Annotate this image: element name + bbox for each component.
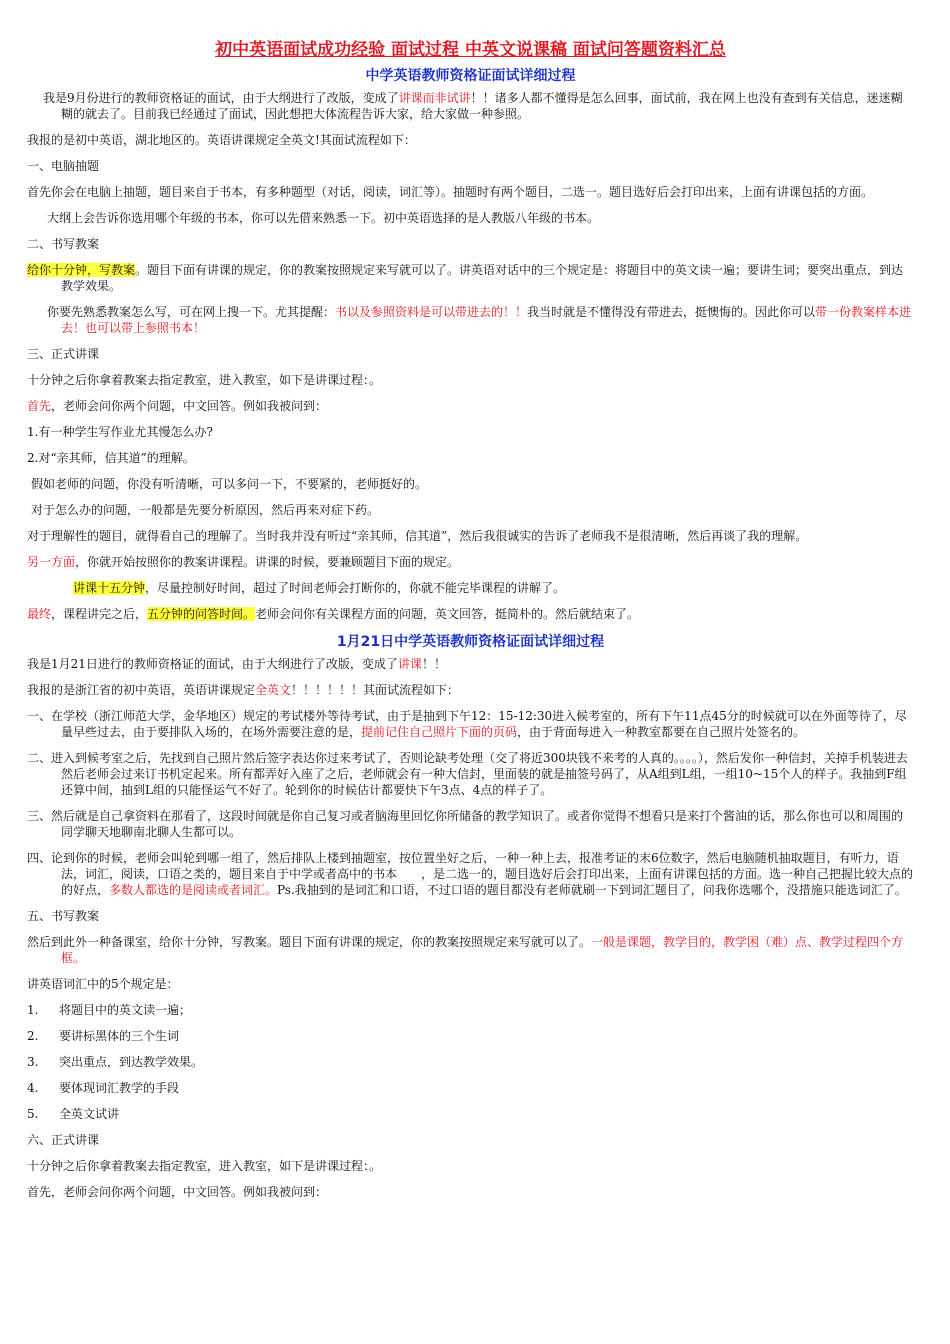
highlight: 讲课十五分钟 <box>73 581 146 595</box>
step-heading: 三、正式讲课 <box>27 347 100 361</box>
paragraph: 大纲上会告诉你选用哪个年级的书本，你可以先借来熟悉一下。初中英语选择的是人教版八年级的书本。 <box>47 211 600 225</box>
paragraph: 我报的是初中英语，湖北地区的。英语讲课规定全英文!其面试流程如下： <box>27 133 416 147</box>
step-heading: 五、书写教案 <box>27 909 100 923</box>
step-paragraph: 四、论到你的时候，老师会叫轮到哪一组了，然后排队上楼到抽题室，按位置坐好之后，一种一种上去，报准考证的末6位数字，然后电脑随机抽取题目，有听力，语法，词汇，阅读，口语之类的，题目来自于中学或者高中的书本 ，是二选一的，题目选好后会打印出来，上面有讲课包括的方面。选一种自己把握比较大点的的好点，多数人都选的是阅读或者词汇。Ps.我抽到的是词汇和口语，不过口语的题目都没有老师就刷一下到词汇题目了，问我你选哪个，没措施只能选词汇了。 <box>27 851 914 897</box>
step-heading: 一、电脑抽题 <box>27 159 100 173</box>
step-paragraph: 二、进入到候考室之后，先找到自己照片然后签字表达你过来考试了，否则论缺考处理（交了将近300块钱不来考的人真的。。。。），然后发你一种信封，关掉手机装进去然后老师会过来订书机定起来。所有都弄好入座了之后，老师就会有一种大信封，里面装的就是抽签号码了，从A组到L组，一组10~15个人的样子。我抽到F组还算中间，抽到L组的只能怪运气不好了。轮到你的时候估计都要快下午3点、4点的样子了。 <box>27 751 908 797</box>
paragraph: 讲英语词汇中的5个规定是： <box>27 977 179 991</box>
step-heading: 二、书写教案 <box>27 237 100 251</box>
paragraph: 首先，老师会问你两个问题，中文回答。例如我被问到： <box>27 1185 328 1199</box>
question-item: 2.对“亲其师，信其道”的理解。 <box>27 451 195 465</box>
list-item: 3. 突出重点，到达教学效果。 <box>27 1055 204 1069</box>
paragraph: 最终，课程讲完之后，五分钟的问答时间。老师会问你有关课程方面的问题，英文回答，挺简朴的。然后就结束了。 <box>27 607 640 621</box>
highlight: 给你十分钟，写教案 <box>27 263 136 277</box>
paragraph: 讲课十五分钟，尽量控制好时间，超过了时间老师会打断你的，你就不能完毕课程的讲解了。 <box>73 581 566 595</box>
highlight: 五分钟的问答时间。 <box>147 607 256 621</box>
step-heading: 六、正式讲课 <box>27 1133 100 1147</box>
paragraph: 十分钟之后你拿着教案去指定教室，进入教室，如下是讲课过程：。 <box>27 373 382 387</box>
paragraph: 对于怎么办的问题，一般都是先要分析原因，然后再来对症下药。 <box>31 503 380 517</box>
section-heading-2: 1月21日中学英语教师资格证面试详细过程 <box>336 634 605 650</box>
step-paragraph: 一、在学校（浙江师范大学，金华地区）规定的考试楼外等待考试，由于是抽到下午12：15-12:30进入候考室的，所有下午11点45分的时候就可以在外面等待了，尽量早些过去，由于要排队入场的，在场外需要注意的是，提前记住自己照片下面的页码，由于背面每进入一种教室都要在自己照片处签名的。 <box>27 709 907 739</box>
paragraph: 十分钟之后你拿着教案去指定教室，进入教室，如下是讲课过程：。 <box>27 1159 382 1173</box>
question-item: 1.有一种学生写作业尤其慢怎么办? <box>27 425 213 439</box>
list-item: 2. 要讲标黑体的三个生词 <box>27 1029 180 1043</box>
paragraph: 假如老师的问题，你没有听清晰，可以多问一下，不要紧的，老师挺好的。 <box>31 477 428 491</box>
list-item: 4. 要体现词汇教学的手段 <box>27 1081 180 1095</box>
list-item: 5. 全英文试讲 <box>27 1107 120 1121</box>
paragraph: 对于理解性的题目，就得看自己的理解了。当时我并没有听过“亲其师，信其道”，然后我很诚实的告诉了老师我不是很清晰，然后再谈了我的理解。 <box>27 529 808 543</box>
step-paragraph: 三、然后就是自己拿资料在那看了，这段时间就是你自己复习或者脑海里回忆你所储备的教学知识了。或者你觉得不想看只是来打个酱油的话，那么你也可以和周围的同学聊天地聊南北聊人生都可以。 <box>27 809 904 839</box>
paragraph: 另一方面，你就开始按照你的教案讲课程。讲课的时候，要兼顾题目下面的规定。 <box>27 555 460 569</box>
paragraph: 首先，老师会问你两个问题，中文回答。例如我被问到： <box>27 399 328 413</box>
paragraph: 你要先熟悉教案怎么写，可在网上搜一下。尤其提醒：书以及参照资料是可以带进去的！！我当时就是不懂得没有带进去，挺懊悔的。因此你可以带一份教案样本进去！也可以带上参照书本！ <box>47 305 912 335</box>
paragraph: 我是9月份进行的教师资格证的面试，由于大纲进行了改版，变成了讲课而非试讲！！诸多人都不懂得是怎么回事，面试前，我在网上也没有查到有关信息，迷迷糊糊的就去了。目前我已经通过了面试，因此想把大体流程告诉大家，给大家做一种参照。 <box>43 91 903 121</box>
paragraph: 我报的是浙江省的初中英语，英语讲课规定全英文！！！！！！其面试流程如下： <box>27 683 460 697</box>
paragraph: 然后到此外一种备课室，给你十分钟，写教案。题目下面有讲课的规定，你的教案按照规定来写就可以了。一般是课题，教学目的，教学困（难）点、教学过程四个方框。 <box>27 935 904 965</box>
paragraph: 给你十分钟，写教案。题目下面有讲课的规定，你的教案按照规定来写就可以了。讲英语对话中的三个规定是：将题目中的英文读一遍；要讲生词；要突出重点，到达教学效果。 <box>27 263 904 293</box>
section-heading-1: 中学英语教师资格证面试详细过程 <box>365 68 576 84</box>
document-title: 初中英语面试成功经验 面试过程 中英文说课稿 面试问答题资料汇总 <box>215 40 726 60</box>
paragraph: 首先你会在电脑上抽题，题目来自于书本，有多种题型（对话，阅读，词汇等）。抽题时有两个题目，二选一。题目选好后会打印出来，上面有讲课包括的方面。 <box>27 185 874 199</box>
paragraph: 我是1月21日进行的教师资格证的面试，由于大纲进行了改版，变成了讲课！！ <box>27 657 446 671</box>
list-item: 1. 将题目中的英文读一遍； <box>27 1003 192 1017</box>
